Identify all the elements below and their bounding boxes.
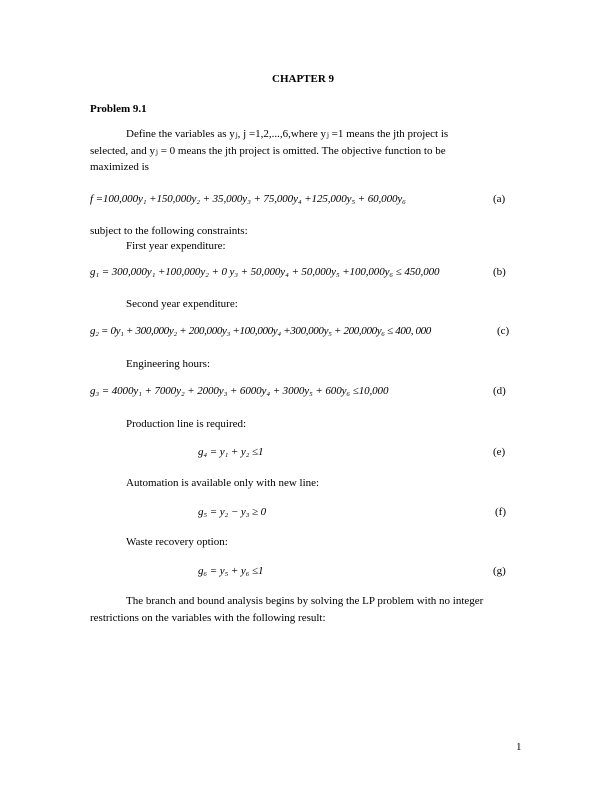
intro-line-3: maximized is xyxy=(90,161,149,173)
constraint-g5: g₅ = y₂ − y₃ ≥ 0 xyxy=(198,506,267,518)
closing-line-1: The branch and bound analysis begins by solving the LP problem with no integer xyxy=(126,595,484,607)
constraint-g3: g₃ = 4000y₁ + 7000y₂ + 2000y₃ + 6000y₄ + 3000y₅ + 600y₆ ≤10,000 xyxy=(90,385,389,397)
constraint-g1: g₁ = 300,000y₁ +100,000y₂ + 0 y₃ + 50,000y₄ + 50,000y₅ +100,000y₆ ≤ 450,000 xyxy=(90,266,440,278)
objective-function: f =100,000y₁ +150,000y₂ + 35,000y₃ + 75,000y₄ +125,000y₅ + 60,000y₆ xyxy=(90,193,406,205)
constraint-label-waste-recovery: Waste recovery option: xyxy=(126,536,228,548)
closing-line-2: restrictions on the variables with the following result: xyxy=(90,612,326,624)
constraint-label-first-year: First year expenditure: xyxy=(126,240,226,252)
page-number: 1 xyxy=(516,741,522,753)
constraint-label-production-line: Production line is required: xyxy=(126,418,247,430)
equation-tag-g: (g) xyxy=(493,565,506,577)
constraint-g6: g₆ = y₅ + y₆ ≤1 xyxy=(198,565,264,577)
constraint-label-automation: Automation is available only with new line: xyxy=(126,477,320,489)
equation-tag-e: (e) xyxy=(493,446,506,458)
equation-tag-d: (d) xyxy=(493,385,506,397)
problem-heading: Problem 9.1 xyxy=(90,103,147,115)
constraint-g2: g₂ = 0y₁ + 300,000y₂ + 200,000y₃ +100,000y₄ +300,000y₅ + 200,000y₆ ≤ 400, 000 xyxy=(90,325,431,337)
constraint-g4: g₄ = y₁ + y₂ ≤1 xyxy=(198,446,264,458)
constraint-label-engineering-hours: Engineering hours: xyxy=(126,358,211,370)
equation-tag-c: (c) xyxy=(497,325,510,337)
chapter-title: CHAPTER 9 xyxy=(272,73,335,85)
intro-line-2: selected, and yⱼ = 0 means the jth project is omitted. The objective function to be xyxy=(90,145,446,157)
intro-line-1: Define the variables as yⱼ, j =1,2,...,6,where yⱼ =1 means the jth project is xyxy=(126,128,449,140)
equation-tag-b: (b) xyxy=(493,266,506,278)
equation-tag-a: (a) xyxy=(493,193,506,205)
constraint-label-second-year: Second year expenditure: xyxy=(126,298,238,310)
equation-tag-f: (f) xyxy=(495,506,506,518)
subject-to-line: subject to the following constraints: xyxy=(90,225,248,237)
